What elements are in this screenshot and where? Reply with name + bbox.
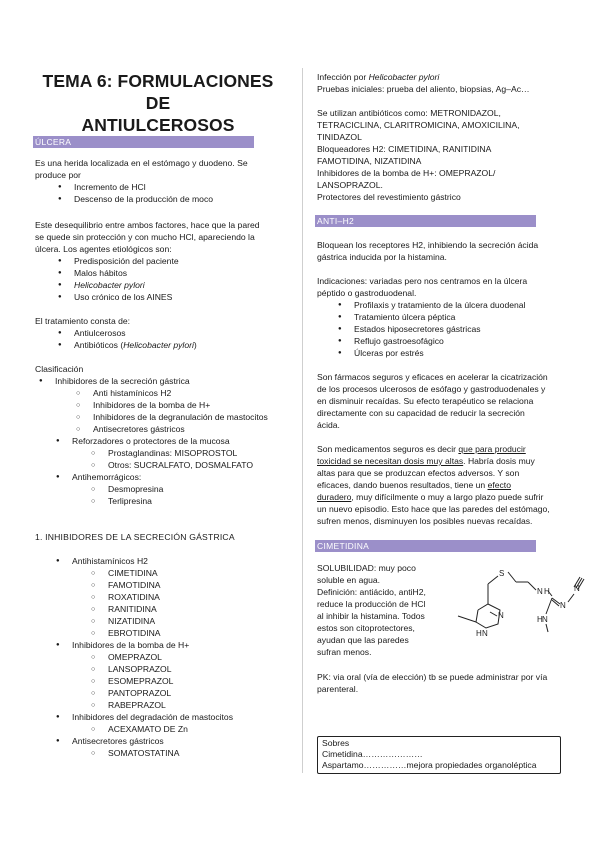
atom-label: N [574, 584, 580, 593]
bond [508, 572, 516, 582]
bond [490, 612, 497, 616]
paragraph-line: sufran menos. [317, 647, 372, 657]
paragraph-line: TETRACICLINA, CLARITROMICINA, AMOXICILINA, [317, 120, 520, 130]
paragraph-line: úlcera. Los agentes etiológicos son: [35, 244, 172, 254]
intro-line: Es una herida localizada en el estómago y duodeno. Se [35, 158, 248, 168]
paragraph-line: Definición: antiácido, antiH2, [317, 587, 426, 597]
paragraph-line: El tratamiento consta de: [35, 316, 131, 326]
list-item: ○ Anti histamínicos H2 [93, 388, 171, 400]
paragraph-line: toxicidad se necesitan dosis muy altas. Habría dosis muy [317, 456, 535, 466]
list-item: ○ ROXATIDINA [108, 592, 160, 604]
bond [488, 576, 498, 584]
bond [546, 598, 552, 614]
list-item: ○ ESOMEPRAZOL [108, 676, 173, 688]
list-item: ○ ACEXAMATO DE Zn [108, 724, 188, 736]
paragraph-line: un nuevo episodio. Esto hace que las paredes del estómago, [317, 504, 550, 514]
cimetidine-structure [448, 558, 588, 658]
box-line: Aspartamo……………mejora propiedades organoléptica [322, 760, 537, 770]
paragraph-line: Pruebas iniciales: prueba del aliento, biopsias, Ag–Ac… [317, 84, 530, 94]
paragraph-line: altas para que se produzcan efectos adversos. Y son [317, 468, 520, 478]
atom-label: H [544, 587, 550, 596]
list-item: ○ CIMETIDINA [108, 568, 158, 580]
list-item: ● Inhibidores de la bomba de H+ [72, 640, 189, 652]
paragraph-line: sufren menos, disminuyen los posibles nuevas recaídas. [317, 516, 533, 526]
list-item: ○ PANTOPRAZOL [108, 688, 171, 700]
list-item: ○ EBROTIDINA [108, 628, 161, 640]
paragraph-line: Protectores del revestimiento gástrico [317, 192, 461, 202]
paragraph-line: ácida. [317, 420, 340, 430]
list-item: ● Reforzadores o protectores de la mucosa [72, 436, 230, 448]
list-item: ○ Desmopresina [108, 484, 163, 496]
box-line: Cimetidina………………… [322, 749, 423, 759]
list-item: ○ Terlipresina [108, 496, 152, 508]
atom-label: N [560, 601, 566, 610]
list-item: ○ LANSOPRAZOL [108, 664, 172, 676]
paragraph-line: SOLUBILIDAD: muy poco [317, 563, 416, 573]
list-item: ● Descenso de la producción de moco [74, 194, 213, 206]
atom-label: N [498, 611, 504, 620]
methyl-bond [458, 616, 476, 622]
section-header-cimetidina: CIMETIDINA [315, 540, 536, 552]
list-item: ○ Prostaglandinas: MISOPROSTOL [108, 448, 237, 460]
paragraph-line: soluble en agua. [317, 575, 381, 585]
atom-label: N [482, 629, 488, 638]
list-item: ● Tratamiento úlcera péptica [354, 312, 455, 324]
paragraph-line: Este desequilibrio entre ambos factores, hace que la pared [35, 220, 260, 230]
paragraph-line: Bloquean los receptores H2, inhibiendo la secreción ácida [317, 240, 539, 250]
list-item: ● Antihistamínicos H2 [72, 556, 148, 568]
list-item: ○ OMEPRAZOL [108, 652, 162, 664]
list-item: ○ Inhibidores de la bomba de H+ [93, 400, 210, 412]
list-item: ● Antiulcerosos [74, 328, 126, 340]
paragraph-line: al inhibir la histamina. Todos [317, 611, 425, 621]
bond [568, 594, 574, 602]
list-item: ● Helicobacter pylori [74, 280, 145, 292]
paragraph-line: Se utilizan antibióticos como: METRONIDAZOL, [317, 108, 501, 118]
list-item: ● Predisposición del paciente [74, 256, 179, 268]
bond [528, 582, 536, 590]
list-item: ● Profilaxis y tratamiento de la úlcera duodenal [354, 300, 526, 312]
paragraph-line: Clasificación [35, 364, 84, 374]
list-item: ○ Antisecretores gástricos [93, 424, 185, 436]
list-item: ● Reflujo gastroesofágico [354, 336, 444, 348]
paragraph-line: ayudan que las paredes [317, 635, 409, 645]
list-item: ● Malos hábitos [74, 268, 127, 280]
atom-label: H [537, 615, 543, 624]
box-line: Sobres [322, 738, 350, 748]
list-item: ● Uso crónico de los AINES [74, 292, 172, 304]
paragraph-line: FAMOTIDINA, NIZATIDINA [317, 156, 422, 166]
page-title: TEMA 6: FORMULACIONES DE ANTIULCEROSOS [42, 71, 274, 135]
atom-label: N [542, 615, 548, 624]
list-item: ● Antibióticos (Helicobacter pylori) [74, 340, 197, 352]
atom-label: S [499, 569, 505, 578]
list-item: ● Antihemorrágicos: [72, 472, 141, 484]
section-heading-1: 1. INHIBIDORES DE LA SECRECIÓN GÁSTRICA [35, 532, 235, 542]
atom-label: N [537, 587, 543, 596]
list-item: ○ Otros: SUCRALFATO, DOSMALFATO [108, 460, 253, 472]
paragraph-line: Son medicamentos seguros es decir que para producir [317, 444, 526, 454]
paragraph-line: Infección por Helicobacter pylori [317, 72, 440, 82]
paragraph-line: péptido o gastroduodenal. [317, 288, 417, 298]
list-item: ● Inhibidores de la secreción gástrica [55, 376, 190, 388]
paragraph-line: de los procesos ulcerosos de esófago y gastroduodenales y [317, 384, 546, 394]
list-item: ○ RANITIDINA [108, 604, 157, 616]
list-item: ● Incremento de HCl [74, 182, 146, 194]
section-header-ulcera: ÚLCERA [33, 136, 254, 148]
paragraph-line: TINIDAZOL [317, 132, 362, 142]
paragraph-line: Inhibidores de la bomba de H+: OMEPRAZOL/ [317, 168, 496, 178]
atom-label: H [476, 629, 482, 638]
paragraph-line: duradero, muy difícilmente o muy a largo plazo puede sufrir [317, 492, 544, 502]
methyl-bond [546, 624, 548, 632]
paragraph-line: LANSOPRAZOL. [317, 180, 383, 190]
list-item: ○ Inhibidores de la degranulación de mastocitos [93, 412, 268, 424]
paragraph-line: reduce la producción de HCl [317, 599, 426, 609]
list-item: ● Úlceras por estrés [354, 348, 424, 360]
intro-line: produce por [35, 170, 81, 180]
paragraph-line: gástrica inducida por la histamina. [317, 252, 447, 262]
list-item: ○ RABEPRAZOL [108, 700, 166, 712]
paragraph-line: directamente con su capacidad de reducir la secreción [317, 408, 525, 418]
paragraph-line: se quede sin protección y con mucho HCl, apareciendo la [35, 232, 255, 242]
paragraph-line: Indicaciones: variadas pero nos centramos en la úlcera [317, 276, 528, 286]
list-item: ● Estados hiposecretores gástricas [354, 324, 481, 336]
list-item: ○ FAMOTIDINA [108, 580, 161, 592]
paragraph-line: PK: via oral (vía de elección) tb se puede administrar por vía [317, 672, 548, 682]
paragraph-line: eficaces, dando buenos resultados, tiene un efecto [317, 480, 511, 490]
list-item: ○ SOMATOSTATINA [108, 748, 179, 760]
list-item: ○ NIZATIDINA [108, 616, 155, 628]
section-header-anti-h2: ANTI–H2 [315, 215, 536, 227]
list-item: ● Inhibidores del degradación de mastocitos [72, 712, 233, 724]
paragraph-line: estos son citoprotectores, [317, 623, 415, 633]
list-item: ● Antisecretores gástricos [72, 736, 164, 748]
paragraph-line: en disminuir recaídas. Su efecto terapéutico se relaciona [317, 396, 534, 406]
paragraph-line: parenteral. [317, 684, 359, 694]
column-divider [302, 68, 303, 773]
paragraph-line: Bloqueadores H2: CIMETIDINA, RANITIDINA [317, 144, 492, 154]
paragraph-line: Son fármacos seguros y eficaces en acelerar la cicatrización [317, 372, 548, 382]
